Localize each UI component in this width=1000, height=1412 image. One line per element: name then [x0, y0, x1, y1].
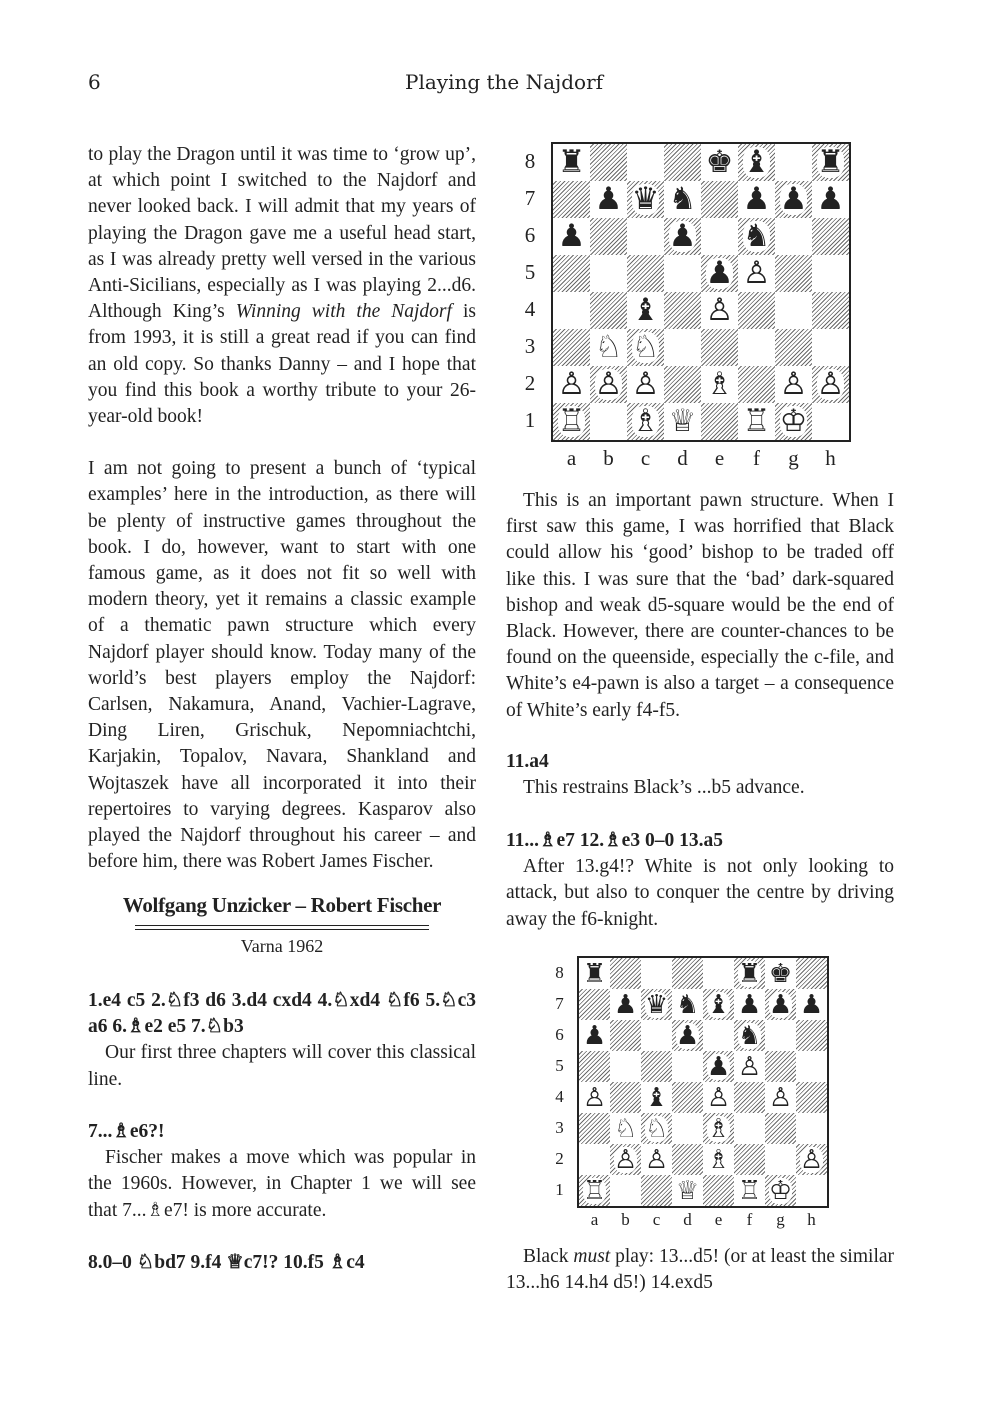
square-c7: [641, 989, 672, 1020]
move-text: 11...♗e7 12.♗e3 0–0 13.a5: [506, 830, 723, 851]
square-a4: [579, 1082, 610, 1113]
file-label: c: [652, 1210, 661, 1229]
square-d6: [672, 1020, 703, 1051]
chess-piece-icon: ♙: [799, 1144, 824, 1175]
commentary: Fischer makes a move which was popular in the 1960s. However, in Chapter 1 we will see that 7...♗e7! is more accurate.: [88, 1147, 476, 1221]
chess-piece-icon: ♘: [631, 329, 660, 365]
square-f5: [738, 255, 775, 292]
square-b5: [610, 1051, 641, 1082]
square-h3: [796, 1113, 827, 1144]
square-d4: [672, 1082, 703, 1113]
chess-diagram-1: [515, 142, 855, 482]
chess-piece-icon: ♞: [737, 1020, 762, 1051]
chess-piece-icon: ♞: [668, 181, 697, 217]
square-d8: [672, 958, 703, 989]
file-label: f: [746, 1210, 753, 1229]
square-e6: [701, 218, 738, 255]
commentary: After 13.g4!? White is not only looking to attack, but also to conquer the centre by driving away the f6-knight.: [506, 856, 894, 930]
square-h1: [796, 1175, 827, 1206]
page-header: [0, 70, 1000, 100]
commentary: Our first three chapters will cover this classical line.: [88, 1042, 476, 1090]
file-label: d: [683, 1210, 692, 1229]
square-h7: [796, 989, 827, 1020]
square-e4: [703, 1082, 734, 1113]
square-a5: [579, 1051, 610, 1082]
chess-piece-icon: ♕: [668, 403, 697, 439]
chess-piece-icon: ♖: [742, 403, 771, 439]
file-label: d: [677, 446, 688, 470]
square-c3: [627, 329, 664, 366]
square-f7: [738, 181, 775, 218]
game-event: Varna 1962: [240, 936, 324, 956]
rank-label: 5: [524, 260, 536, 284]
square-e3: [701, 329, 738, 366]
square-h3: [812, 329, 849, 366]
chess-piece-icon: ♙: [582, 1082, 607, 1113]
chess-piece-icon: ♟: [675, 1020, 700, 1051]
chess-diagram-2: [548, 956, 838, 1236]
square-b4: [610, 1082, 641, 1113]
square-f6: [734, 1020, 765, 1051]
chess-piece-icon: ♔: [768, 1175, 793, 1206]
chess-piece-icon: ♛: [631, 181, 660, 217]
rank-label: 1: [555, 1180, 564, 1199]
square-c6: [627, 218, 664, 255]
paragraph: to play the Dragon until it was time to ‘grow up’, at which point I switched to the Najdorf and never looked back. I will admit that my years of playing the Dragon gave me a useful head start, as I was already pretty well versed in the various Anti-Sicilians, especially as I was playing 2...d6. Although King’s Winning with the Najdorf is from 1993, it is still a great read if you can find an old copy. So thanks Danny – and I hope that you find this book a worthy tribute to your 26-year-old book!: [88, 144, 476, 428]
square-b1: [610, 1175, 641, 1206]
title-rule: [135, 925, 429, 930]
square-c2: [641, 1144, 672, 1175]
square-h1: [812, 403, 849, 440]
rank-label: 8: [555, 963, 564, 982]
square-c7: [627, 181, 664, 218]
page-number: 6: [88, 70, 101, 94]
square-a8: [553, 144, 590, 181]
rank-label: 6: [555, 1025, 564, 1044]
chess-piece-icon: ♖: [737, 1175, 762, 1206]
chess-piece-icon: ♙: [742, 255, 771, 291]
square-g8: [775, 144, 812, 181]
square-c8: [627, 144, 664, 181]
square-e7: [701, 181, 738, 218]
chess-piece-icon: ♟: [816, 181, 845, 217]
square-h4: [812, 292, 849, 329]
square-e6: [703, 1020, 734, 1051]
square-c1: [641, 1175, 672, 1206]
square-g7: [765, 989, 796, 1020]
chess-piece-icon: ♞: [675, 989, 700, 1020]
square-f3: [738, 329, 775, 366]
square-h4: [796, 1082, 827, 1113]
square-b7: [610, 989, 641, 1020]
square-b8: [590, 144, 627, 181]
paragraph: I am not going to present a bunch of ‘typical examples’ here in the introduction, as there will be plenty of instructive games throughout the book. I do, however, want to start with one famous game, as it does not fit so well with modern theory, yet it remains a classic example of a thematic pawn structure which every Najdorf player should know. Today many of the world’s best players employ the Najdorf: Carlsen, Nakamura, Anand, Vachier-Lagrave, Ding Liren, Grischuk, Nepomniachtchi, Karjakin, Topalov, Navara, Shankland and Wojtaszek have all incorporated it into their repertoires to varying degrees. Kasparov also played the Najdorf throughout his career – and before him, there was Robert James Fischer.: [88, 458, 476, 873]
square-a5: [553, 255, 590, 292]
move-text: 1.e4 c5 2.♘f3 d6 3.d4 cxd4 4.♘xd4 ♘f6 5.♘c3 a6 6.♗e2 e5 7.♘b3: [88, 990, 476, 1038]
chess-piece-icon: ♗: [631, 403, 660, 439]
moves-block-5: [506, 828, 894, 933]
file-label: g: [776, 1210, 785, 1229]
chess-piece-icon: ♟: [742, 181, 771, 217]
chess-piece-icon: ♙: [594, 366, 623, 402]
rank-label: 5: [555, 1056, 564, 1075]
emphasis: must: [573, 1246, 611, 1267]
chess-piece-icon: ♟: [582, 1020, 607, 1051]
square-e4: [701, 292, 738, 329]
chess-piece-icon: ♝: [742, 144, 771, 180]
square-a6: [579, 1020, 610, 1051]
square-b3: [590, 329, 627, 366]
chess-piece-icon: ♟: [799, 989, 824, 1020]
chess-piece-icon: ♗: [706, 1113, 731, 1144]
square-h8: [812, 144, 849, 181]
square-b7: [590, 181, 627, 218]
square-f8: [738, 144, 775, 181]
chess-piece-icon: ♙: [631, 366, 660, 402]
square-e2: [701, 366, 738, 403]
square-g6: [775, 218, 812, 255]
square-b8: [610, 958, 641, 989]
file-label: f: [753, 446, 760, 470]
square-d3: [672, 1113, 703, 1144]
file-label: e: [714, 1210, 723, 1229]
chess-piece-icon: ♘: [594, 329, 623, 365]
square-g3: [765, 1113, 796, 1144]
square-c1: [627, 403, 664, 440]
square-g1: [765, 1175, 796, 1206]
square-b2: [590, 366, 627, 403]
chess-piece-icon: ♙: [737, 1051, 762, 1082]
square-d7: [664, 181, 701, 218]
chess-piece-icon: ♟: [705, 255, 734, 291]
rank-label: 2: [555, 1149, 564, 1168]
file-label: b: [603, 446, 614, 470]
square-g5: [775, 255, 812, 292]
square-c5: [627, 255, 664, 292]
square-e3: [703, 1113, 734, 1144]
file-label: c: [640, 446, 651, 470]
rank-label: 4: [524, 297, 536, 321]
rank-label: 1: [524, 408, 536, 432]
square-g3: [775, 329, 812, 366]
square-a1: [553, 403, 590, 440]
chessboard: [551, 142, 851, 442]
square-e7: [703, 989, 734, 1020]
square-d4: [664, 292, 701, 329]
square-g2: [775, 366, 812, 403]
chess-piece-icon: ♙: [768, 1082, 793, 1113]
chess-piece-icon: ♝: [644, 1082, 669, 1113]
square-b3: [610, 1113, 641, 1144]
square-h2: [796, 1144, 827, 1175]
file-label: a: [566, 446, 577, 470]
square-e8: [703, 958, 734, 989]
commentary: Black must play: 13...d5! (or at least the similar 13...h6 14.h4 d5!) 14.exd5: [506, 1246, 895, 1294]
square-b6: [610, 1020, 641, 1051]
moves-block-6: [506, 1244, 894, 1296]
square-a7: [579, 989, 610, 1020]
rank-label: 4: [555, 1087, 564, 1106]
square-d6: [664, 218, 701, 255]
chess-piece-icon: ♔: [779, 403, 808, 439]
square-g6: [765, 1020, 796, 1051]
square-f1: [738, 403, 775, 440]
square-e1: [701, 403, 738, 440]
square-d7: [672, 989, 703, 1020]
chess-piece-icon: ♙: [613, 1144, 638, 1175]
square-f5: [734, 1051, 765, 1082]
chess-piece-icon: ♙: [779, 366, 808, 402]
book-title: Winning with the Najdorf: [235, 301, 452, 323]
square-b5: [590, 255, 627, 292]
square-e5: [703, 1051, 734, 1082]
square-a1: [579, 1175, 610, 1206]
square-a2: [579, 1144, 610, 1175]
move-text: 8.0–0 ♘bd7 9.f4 ♕c7!? 10.f5 ♗c4: [88, 1252, 365, 1273]
chess-piece-icon: ♘: [644, 1113, 669, 1144]
chess-piece-icon: ♚: [768, 958, 793, 989]
square-c4: [627, 292, 664, 329]
square-c8: [641, 958, 672, 989]
square-f8: [734, 958, 765, 989]
square-c2: [627, 366, 664, 403]
chess-piece-icon: ♜: [582, 958, 607, 989]
square-g1: [775, 403, 812, 440]
square-e1: [703, 1175, 734, 1206]
square-d1: [664, 403, 701, 440]
square-a7: [553, 181, 590, 218]
square-g4: [765, 1082, 796, 1113]
chess-piece-icon: ♟: [594, 181, 623, 217]
square-f4: [734, 1082, 765, 1113]
square-b4: [590, 292, 627, 329]
square-c3: [641, 1113, 672, 1144]
square-d3: [664, 329, 701, 366]
square-a3: [553, 329, 590, 366]
file-label: e: [714, 446, 725, 470]
square-e5: [701, 255, 738, 292]
move-text: 11.a4: [506, 751, 549, 772]
chess-piece-icon: ♟: [557, 218, 586, 254]
chess-piece-icon: ♙: [557, 366, 586, 402]
rank-label: 8: [524, 149, 536, 173]
file-label: b: [621, 1210, 630, 1229]
square-a8: [579, 958, 610, 989]
chess-piece-icon: ♕: [675, 1175, 700, 1206]
rank-label: 6: [524, 223, 536, 247]
square-c4: [641, 1082, 672, 1113]
chess-piece-icon: ♖: [557, 403, 586, 439]
chess-piece-icon: ♛: [644, 989, 669, 1020]
chess-piece-icon: ♗: [706, 1144, 731, 1175]
square-h5: [796, 1051, 827, 1082]
file-label: a: [590, 1210, 599, 1229]
rank-label: 3: [524, 334, 536, 358]
chess-piece-icon: ♜: [816, 144, 845, 180]
square-g2: [765, 1144, 796, 1175]
square-f2: [738, 366, 775, 403]
chess-piece-icon: ♝: [706, 989, 731, 1020]
chess-piece-icon: ♟: [737, 989, 762, 1020]
square-b6: [590, 218, 627, 255]
rank-label: 3: [555, 1118, 564, 1137]
square-h5: [812, 255, 849, 292]
square-g7: [775, 181, 812, 218]
chess-piece-icon: ♚: [705, 144, 734, 180]
square-a6: [553, 218, 590, 255]
square-d2: [664, 366, 701, 403]
chess-piece-icon: ♗: [705, 366, 734, 402]
square-a3: [579, 1113, 610, 1144]
file-label: g: [788, 446, 799, 470]
chess-piece-icon: ♟: [768, 989, 793, 1020]
square-h8: [796, 958, 827, 989]
square-a4: [553, 292, 590, 329]
square-f4: [738, 292, 775, 329]
chess-piece-icon: ♞: [742, 218, 771, 254]
rank-label: 7: [524, 186, 536, 210]
chess-piece-icon: ♙: [705, 292, 734, 328]
square-d8: [664, 144, 701, 181]
chess-piece-icon: ♟: [779, 181, 808, 217]
square-f3: [734, 1113, 765, 1144]
chess-piece-icon: ♙: [816, 366, 845, 402]
chess-piece-icon: ♟: [668, 218, 697, 254]
square-f1: [734, 1175, 765, 1206]
square-d5: [664, 255, 701, 292]
chess-piece-icon: ♟: [706, 1051, 731, 1082]
game-title: Wolfgang Unzicker – Robert Fischer: [122, 893, 442, 917]
square-d1: [672, 1175, 703, 1206]
chess-piece-icon: ♟: [613, 989, 638, 1020]
move-text: 7...♗e6?!: [88, 1121, 165, 1142]
chess-piece-icon: ♙: [706, 1082, 731, 1113]
moves-block-1: [88, 988, 476, 1093]
square-c5: [641, 1051, 672, 1082]
square-g5: [765, 1051, 796, 1082]
square-f7: [734, 989, 765, 1020]
square-h7: [812, 181, 849, 218]
square-e2: [703, 1144, 734, 1175]
square-f6: [738, 218, 775, 255]
chess-piece-icon: ♖: [582, 1175, 607, 1206]
square-h2: [812, 366, 849, 403]
square-d2: [672, 1144, 703, 1175]
square-g8: [765, 958, 796, 989]
square-h6: [812, 218, 849, 255]
square-g4: [775, 292, 812, 329]
square-d5: [672, 1051, 703, 1082]
commentary: This is an important pawn structure. When I first saw this game, I was horrified that Black could allow his ‘good’ bishop to be traded off like this. I was sure that the ‘bad’ dark-squared bishop and weak d5-square would be the end of Black. However, there are counter-chances to be found on the queenside, especially the c-file, and White’s e4-pawn is also a target – a consequence of White’s early f4-f5.: [506, 490, 894, 721]
rank-label: 2: [524, 371, 536, 395]
left-column: [88, 142, 476, 875]
moves-block-3: [88, 1250, 476, 1276]
square-c6: [641, 1020, 672, 1051]
right-column-text: [506, 488, 894, 724]
rank-label: 7: [555, 994, 564, 1013]
file-label: h: [807, 1210, 816, 1229]
chessboard: [577, 956, 829, 1208]
moves-block-2: [88, 1119, 476, 1224]
running-title: Playing the Najdorf: [405, 70, 604, 94]
commentary: This restrains Black’s ...b5 advance.: [523, 777, 805, 799]
chess-piece-icon: ♘: [613, 1113, 638, 1144]
moves-block-4: [506, 749, 894, 801]
chess-piece-icon: ♙: [644, 1144, 669, 1175]
square-e8: [701, 144, 738, 181]
square-b2: [610, 1144, 641, 1175]
square-f2: [734, 1144, 765, 1175]
square-a2: [553, 366, 590, 403]
square-h6: [796, 1020, 827, 1051]
chess-piece-icon: ♜: [557, 144, 586, 180]
chess-piece-icon: ♝: [631, 292, 660, 328]
chess-piece-icon: ♜: [737, 958, 762, 989]
square-b1: [590, 403, 627, 440]
file-label: h: [825, 446, 836, 470]
